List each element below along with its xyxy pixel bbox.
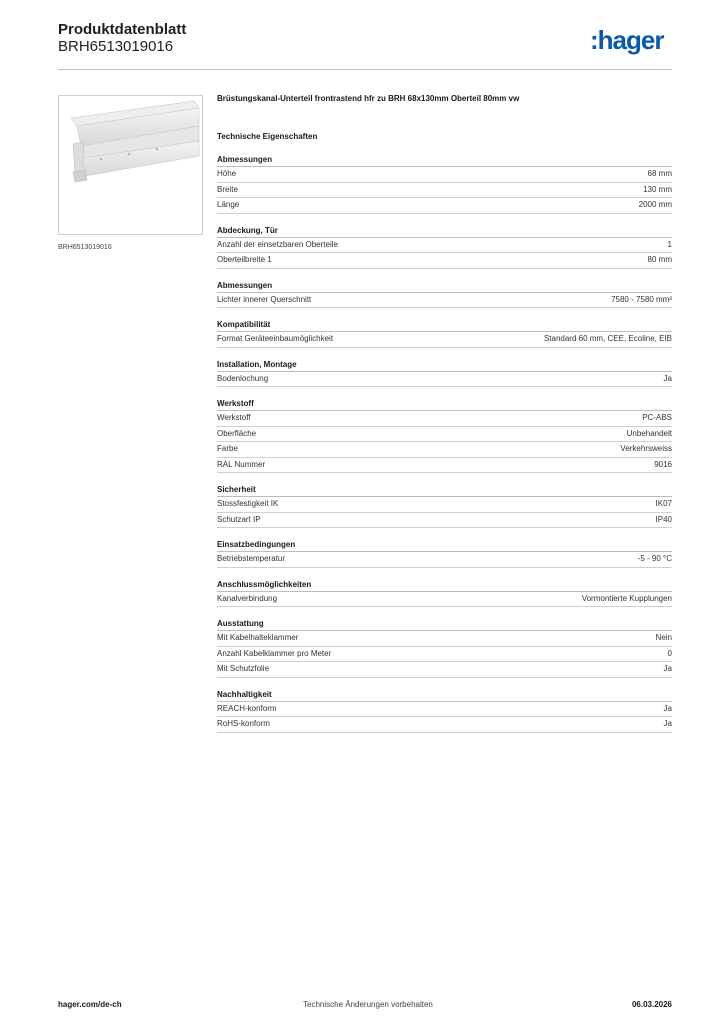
spec-value: IP40 — [655, 514, 672, 524]
spec-row — [217, 592, 672, 608]
spec-section — [217, 359, 672, 388]
footer-website[interactable]: hager.com/de-ch — [58, 1000, 122, 1009]
product-title: Brüstungskanal-Unterteil frontrastend hfr zu BRH 68x130mm Oberteil 80mm vw — [217, 94, 520, 103]
spec-label: Oberfläche — [217, 428, 257, 438]
product-image — [58, 95, 203, 235]
section-title: Sicherheit — [217, 484, 672, 497]
spec-label: Anzahl der einsetzbaren Oberteile — [217, 239, 338, 249]
spec-value: 7580 - 7580 mm² — [611, 294, 672, 304]
section-title: Einsatzbedingungen — [217, 539, 672, 552]
spec-label: Farbe — [217, 444, 238, 453]
spec-label: Werkstoff — [217, 413, 251, 422]
spec-section — [217, 689, 672, 733]
footer-disclaimer: Technische Änderungen vorbehalten — [303, 1000, 433, 1009]
spec-row — [217, 198, 672, 214]
spec-label: Oberteilbreite 1 — [217, 255, 272, 264]
spec-label: Mit Kabelhalteklammer — [217, 633, 299, 642]
spec-section — [217, 618, 672, 678]
spec-value: PC-ABS — [642, 413, 672, 422]
spec-label: Mit Schutzfolie — [217, 664, 270, 673]
spec-row — [217, 238, 672, 254]
section-title: Abmessungen — [217, 154, 672, 167]
tech-properties-title: Technische Eigenschaften — [217, 132, 318, 141]
spec-label: Kanalverbindung — [217, 593, 278, 603]
spec-value: 130 mm — [643, 184, 672, 194]
spec-value: 68 mm — [647, 169, 672, 178]
spec-label: Länge — [217, 200, 240, 209]
spec-row — [217, 442, 672, 458]
spec-label: Breite — [217, 184, 238, 194]
spec-value: 9016 — [654, 459, 672, 469]
spec-section — [217, 154, 672, 214]
spec-label: Bodenlochung — [217, 373, 269, 383]
spec-value: Ja — [663, 719, 672, 728]
spec-row — [217, 427, 672, 443]
image-caption: BRH6513019016 — [58, 244, 112, 251]
spec-value: 80 mm — [647, 255, 672, 264]
spec-row — [217, 253, 672, 269]
spec-value: -5 - 90 °C — [637, 554, 672, 563]
spec-section — [217, 579, 672, 608]
spec-section — [217, 398, 672, 473]
spec-label: Format Geräteeinbaumöglichkeit — [217, 334, 334, 343]
spec-row — [217, 183, 672, 199]
section-title: Abdeckung, Tür — [217, 225, 672, 238]
spec-label: RoHS-konform — [217, 719, 270, 728]
spec-value: Ja — [663, 703, 672, 713]
spec-value: Unbehandelt — [626, 428, 672, 438]
spec-row — [217, 458, 672, 474]
hager-logo: :hager — [590, 25, 664, 55]
spec-value: Standard 60 mm, CEE, Ecoline, EIB — [543, 334, 672, 343]
spec-value: 2000 mm — [638, 200, 672, 209]
section-title: Abmessungen — [217, 280, 672, 293]
spec-value: Verkehrsweiss — [620, 444, 672, 453]
spec-value: 1 — [667, 239, 672, 249]
spec-value: Vormontierte Kupplungen — [581, 593, 672, 603]
spec-label: Anzahl Kabelklammer pro Meter — [217, 648, 332, 658]
spec-label: Höhe — [217, 169, 237, 178]
spec-section — [217, 539, 672, 568]
spec-label: REACH-konform — [217, 703, 277, 713]
header-divider — [58, 69, 672, 70]
spec-section — [217, 484, 672, 528]
spec-value: IK07 — [655, 499, 672, 508]
spec-row — [217, 662, 672, 678]
spec-row — [217, 552, 672, 568]
spec-row — [217, 702, 672, 718]
section-title: Kompatibilität — [217, 319, 672, 332]
spec-label: Betriebstemperatur — [217, 554, 286, 563]
spec-row — [217, 497, 672, 513]
section-title: Anschlussmöglichkeiten — [217, 579, 672, 592]
spec-sheet — [217, 93, 672, 733]
cable-duct-image — [59, 96, 202, 234]
spec-value: Nein — [655, 633, 672, 642]
spec-row — [217, 411, 672, 427]
spec-value: Ja — [663, 373, 672, 383]
spec-row — [217, 717, 672, 733]
spec-label: RAL Nummer — [217, 459, 266, 469]
spec-label: Lichter innerer Querschnitt — [217, 294, 312, 304]
spec-section — [217, 319, 672, 348]
spec-row — [217, 647, 672, 663]
spec-row — [217, 372, 672, 388]
section-title: Installation, Montage — [217, 359, 672, 372]
spec-section — [217, 225, 672, 269]
spec-label: Schutzart IP — [217, 514, 261, 524]
spec-row — [217, 332, 672, 348]
spec-value: 0 — [667, 648, 672, 658]
spec-section — [217, 280, 672, 309]
section-title: Ausstattung — [217, 618, 672, 631]
spec-label: Stossfestigkeit IK — [217, 499, 279, 508]
spec-row — [217, 513, 672, 529]
page-title: Produktdatenblatt — [58, 21, 187, 38]
spec-sections — [217, 154, 672, 733]
section-title: Nachhaltigkeit — [217, 689, 672, 702]
spec-row — [217, 293, 672, 309]
footer-date: 06.03.2026 — [631, 1000, 672, 1009]
spec-row — [217, 167, 672, 183]
spec-value: Ja — [663, 664, 672, 673]
section-title: Werkstoff — [217, 398, 672, 411]
spec-row — [217, 631, 672, 647]
product-code: BRH6513019016 — [58, 38, 174, 55]
